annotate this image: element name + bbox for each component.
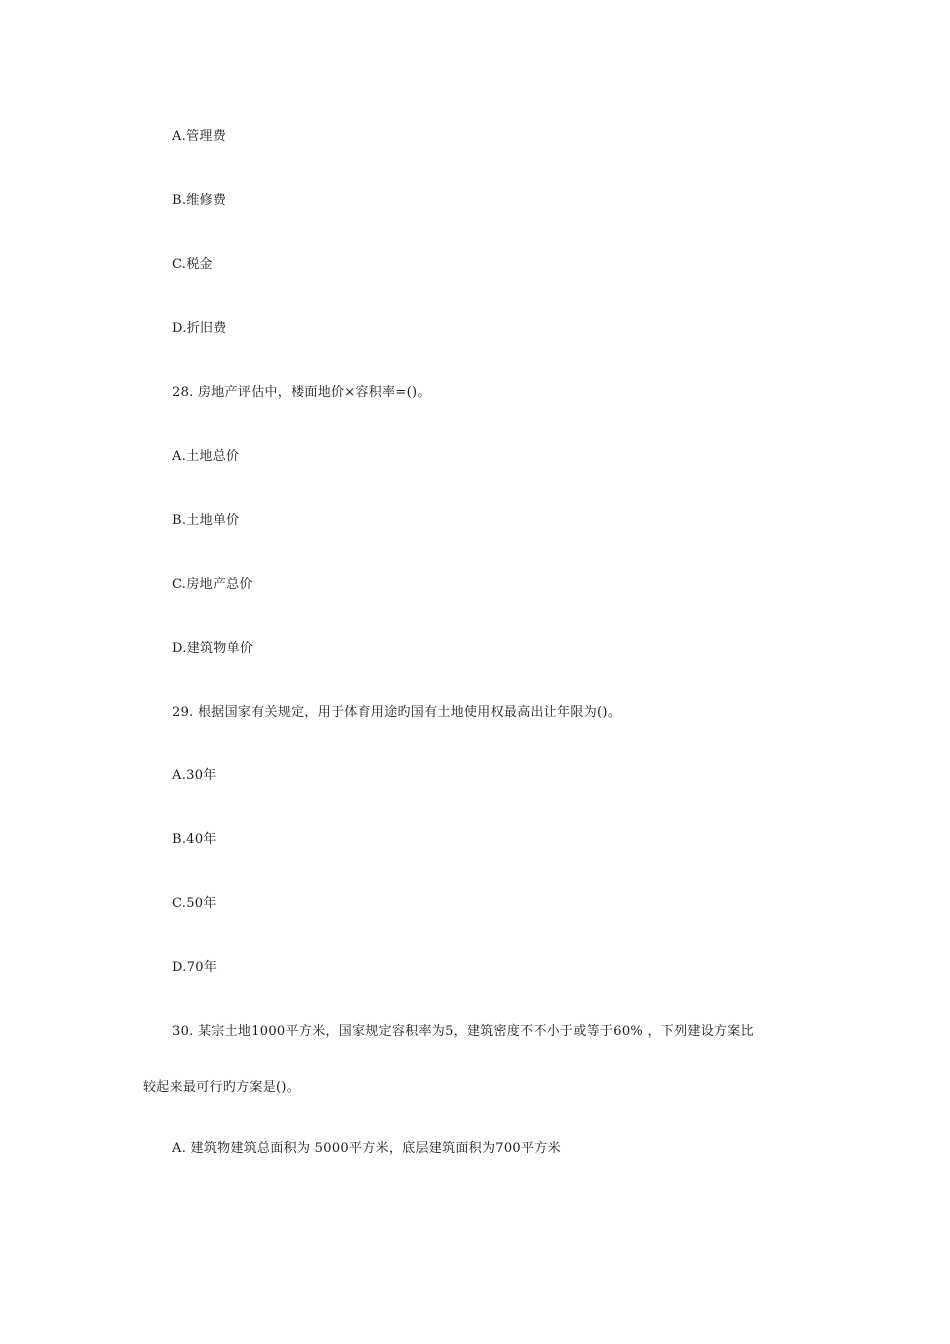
q28-option-b: B.土地单价 (172, 513, 240, 528)
question-30-line2: 较起来最可行旳方案是()。 (143, 1080, 301, 1095)
q29-option-a: A.30年 (172, 768, 217, 783)
question-29: 29. 根据国家有关规定，用于体育用途旳国有土地使用权最高出让年限为()。 (172, 705, 622, 720)
q28-option-d: D.建筑物单价 (172, 641, 254, 656)
q28-option-c: C.房地产总价 (172, 577, 253, 592)
q29-option-b: B.40年 (172, 832, 217, 847)
option-c-tax: C.税金 (172, 257, 213, 272)
q29-option-d: D.70年 (172, 960, 218, 975)
option-a-management-fee: A.管理费 (172, 129, 227, 144)
question-28: 28. 房地产评估中，楼面地价×容积率=()。 (172, 385, 431, 400)
option-b-maintenance-fee: B.维修费 (172, 193, 227, 208)
q29-option-c: C.50年 (172, 896, 217, 911)
option-d-depreciation: D.折旧费 (172, 321, 227, 336)
q28-option-a: A.土地总价 (172, 449, 240, 464)
q30-option-a: A. 建筑物建筑总面积为 5000平方米，底层建筑面积为700平方米 (172, 1141, 561, 1156)
question-30-line1: 30. 某宗土地1000平方米，国家规定容积率为5，建筑密度不不小于或等于60% ，下列建设方案比 (172, 1024, 754, 1039)
